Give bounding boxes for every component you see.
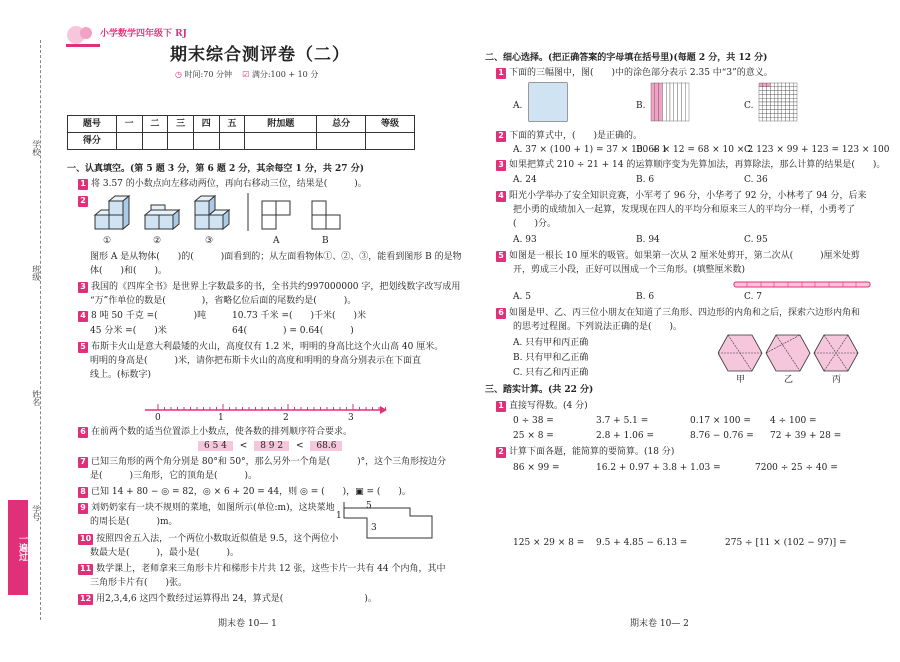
choice-question-1-text: 下面的三幅图中，图( )中的涂色部分表示 2.35 中“3”的意义。 — [509, 68, 773, 78]
grid-cell — [789, 94, 793, 98]
grid-cell — [786, 117, 790, 121]
grid-cell — [782, 113, 786, 117]
grid-figure-a — [528, 82, 568, 122]
grid-figure-b — [650, 82, 690, 122]
section-2-heading: 二、细心选择。(把正确答案的字母填在括号里)(每题 2 分，共 12 分) — [485, 53, 768, 63]
question-3: 3 我国的《四库全书》是世界上字数最多的书，全书共约997000000 字，把划线数字改写成用 — [78, 281, 460, 293]
calc-item: 86 × 99 = — [513, 463, 560, 473]
question-8: 8 已知 14 + 80 − ◎ = 82，◎ × 6 + 20 = 44，则 ◎ = ( )，▣ = ( )。 — [78, 486, 411, 498]
q4-option-c: C. 95 — [744, 235, 768, 245]
grid-cell — [759, 117, 763, 121]
question-9-text-1: 刘奶奶家有一块不规则的菜地，如图所示(单位:m)，这块菜地 — [91, 503, 335, 513]
grid-cell — [786, 83, 790, 87]
question-1-text: 将 3.57 的小数点向左移动两位，再向右移动三位，结果是( )。 — [91, 179, 367, 189]
sequence-box-2: 8 9 2 — [254, 441, 289, 451]
grid-cell — [789, 117, 793, 121]
grid-cell — [759, 91, 763, 95]
q6-option-c: C. 只有乙和丙正确 — [513, 368, 589, 378]
grid-cell — [681, 83, 685, 121]
grid-cell — [770, 106, 774, 110]
grid-cell — [774, 110, 778, 114]
grid-cell — [778, 117, 782, 121]
grid-cell — [789, 83, 793, 87]
q3-option-b: B. 6 — [636, 175, 655, 185]
score-cell[interactable] — [219, 133, 245, 150]
calc-item: 72 + 39 + 28 = — [770, 431, 842, 441]
grid-cell — [782, 87, 786, 91]
q2-option-a: A. 37 × (100 + 1) = 37 × 100 + 1 — [513, 145, 668, 155]
score-header: 附加题 — [245, 116, 317, 133]
dimension-label: 5 — [366, 501, 372, 511]
question-4-item: 10.73 千米 =( )千米( )米 — [232, 311, 367, 321]
score-cell[interactable] — [245, 133, 317, 150]
grid-figure-c — [758, 82, 798, 122]
score-header: 题号 — [68, 116, 117, 133]
exam-meta — [175, 70, 318, 81]
question-1: 1 将 3.57 的小数点向左移动两位，再向右移动三位，结果是( )。 — [78, 178, 367, 190]
grid-cell — [767, 117, 771, 121]
grid-cell — [793, 94, 797, 98]
grid-cell — [763, 113, 767, 117]
choice-question-5: 5 如图是一根长 10 厘米的吸管。如果第一次从 2 厘米处剪开，第二次从( )厘米处剪 — [496, 250, 860, 262]
time-text: 时间:70 分钟 — [184, 70, 232, 79]
grid-cell — [767, 83, 771, 87]
brand-logo-icon — [62, 22, 102, 52]
grid-cell — [655, 83, 659, 121]
calc-item: 0.17 × 100 = — [690, 416, 751, 426]
calc-question-1-text: 直接写得数。(4 分) — [509, 401, 588, 411]
option-a: A. — [513, 101, 523, 111]
score-table-row — [68, 133, 415, 150]
grid-cell — [759, 94, 763, 98]
binding-label-school: 学校 — [31, 140, 41, 156]
grid-cell — [782, 117, 786, 121]
clock-icon: ◷ — [175, 70, 182, 79]
grid-cell — [767, 98, 771, 102]
grid-cell — [782, 106, 786, 110]
q5-option-b: B. 6 — [636, 292, 655, 302]
question-2-number: 2 — [78, 195, 91, 207]
question-11: 11 数学课上，老师拿来三角形卡片和梯形卡片共 12 张，这些卡片一共有 44 个内角，其中 — [80, 564, 446, 574]
grid-cell — [778, 83, 782, 87]
question-6: 6 在前两个数的适当位置添上小数点，使各数的排列顺序符合要求。 — [78, 426, 352, 438]
grid-cell — [793, 110, 797, 114]
q4-option-b: B. 94 — [636, 235, 660, 245]
score-header: 等级 — [366, 116, 415, 133]
grid-cell — [759, 106, 763, 110]
calc-item: 8.76 − 0.76 = — [690, 431, 754, 441]
grid-cell — [678, 83, 682, 121]
grid-cell — [767, 94, 771, 98]
grid-cell — [767, 102, 771, 106]
grid-cell — [674, 83, 678, 121]
grid-cell — [793, 98, 797, 102]
grid-cell — [786, 102, 790, 106]
binding-line — [40, 40, 41, 620]
score-table-header — [68, 116, 415, 133]
grid-cell — [767, 110, 771, 114]
q5-option-a: A. 5 — [513, 292, 531, 302]
choice-question-6-text-2: 的思考过程图。下列说法正确的是( )。 — [513, 322, 683, 332]
grid-cell — [685, 83, 689, 121]
grid-cell — [774, 102, 778, 106]
question-12-text: 用2,3,4,6 这四个数经过运算得出 24，算式是( )。 — [96, 594, 377, 604]
question-10: 10 按照四舍五入法，一个两位小数取近似值是 9.5，这个两位小 — [80, 534, 339, 544]
grid-cell — [651, 83, 655, 121]
grid-cell — [770, 102, 774, 106]
grid-cell — [778, 94, 782, 98]
score-header: 一 — [116, 116, 142, 133]
grid-cell — [789, 113, 793, 117]
page-title: 期末综合测评卷（二） — [170, 45, 350, 65]
question-5-text-2: 明明的身高是( )米，请你把布斯卡火山的高度和明明的身高分别表示在下面直 — [90, 356, 422, 366]
grid-cell — [778, 91, 782, 95]
question-9-text-2: 的周长是( )m。 — [90, 517, 178, 527]
question-6-sequence — [198, 440, 342, 452]
q3-option-c: C. 36 — [744, 175, 768, 185]
grid-cell — [789, 98, 793, 102]
score-header: 四 — [193, 116, 219, 133]
question-8-text: 已知 14 + 80 − ◎ = 82，◎ × 6 + 20 = 44，则 ◎ = ( )，▣ = ( )。 — [91, 487, 411, 497]
q3-option-a: A. 24 — [513, 175, 537, 185]
question-11-text-2: 三角形卡片有( )张。 — [90, 578, 188, 588]
less-than-sign: < — [295, 441, 304, 451]
option-b: B. — [636, 101, 646, 111]
grid-cell — [782, 110, 786, 114]
grid-cell — [778, 98, 782, 102]
question-10-text-1: 按照四舍五入法，一个两位小数取近似值是 9.5，这个两位小 — [96, 534, 339, 544]
score-cell[interactable] — [168, 133, 194, 150]
q4-option-a: A. 93 — [513, 235, 537, 245]
grid-cell — [786, 91, 790, 95]
section-1-heading: 一、认真填空。(第 5 题 3 分，第 6 题 2 分，其余每空 1 分，共 27 分) — [67, 164, 364, 174]
choice-question-2-text: 下面的算式中，( )是正确的。 — [509, 131, 643, 141]
calc-item: 16.2 + 0.97 + 3.8 + 1.03 = — [596, 463, 721, 473]
grid-cell — [759, 102, 763, 106]
question-10-text-2: 数最大是( )，最小是( )。 — [90, 548, 240, 558]
grid-cell — [763, 110, 767, 114]
score-cell[interactable] — [366, 133, 415, 150]
side-logo: 一遍过 — [8, 500, 28, 595]
q5-option-c: C. 7 — [744, 292, 763, 302]
score-header: 二 — [142, 116, 168, 133]
grid-cell — [782, 83, 786, 87]
section-3-heading: 三、踏实计算。(共 22 分) — [485, 385, 594, 395]
binding-label-class: 班级 — [31, 265, 41, 281]
grid-cell — [759, 98, 763, 102]
calc-question-2: 2 计算下面各题，能简算的要简算。(18 分) — [496, 446, 674, 458]
question-2-text-1: 图形 A 是从物体( )的( )面看到的；从左面看物体①、②、③，能看到图形 B 的是物 — [90, 252, 462, 262]
grid-cell — [770, 91, 774, 95]
less-than-sign: < — [239, 441, 248, 451]
q2-option-c: C. 123 × 99 + 123 = 123 × 100 — [744, 145, 890, 155]
choice-question-3-text: 如果把算式 210 ÷ 21 + 14 的运算顺序变为先算加法，再算除法，那么计算的结果是( )。 — [509, 160, 886, 170]
figure-label-3: ③ — [205, 236, 214, 246]
grid-cell — [770, 113, 774, 117]
figure-label-b: B — [322, 236, 329, 246]
checkbox-icon: ☑ — [242, 70, 250, 79]
grid-cell — [659, 83, 663, 121]
brand-text: 小学数学四年级下 RJ — [100, 29, 187, 39]
question-4: 4 8 吨 50 千克 =( )吨 — [78, 310, 206, 322]
option-c: C. — [744, 101, 754, 111]
question-3-text-2: “万”作单位的数是( )，省略亿位后面的尾数约是( )。 — [90, 296, 357, 306]
cube-figures — [90, 193, 410, 248]
choice-question-5-text-2: 开，剪成三小段，正好可以围成一个三角形。(填整厘米数) — [513, 265, 746, 275]
grid-cell — [670, 83, 674, 121]
grid-cell — [774, 83, 778, 87]
grid-cell — [763, 94, 767, 98]
grid-cell — [759, 87, 763, 91]
grid-cell — [774, 98, 778, 102]
calc-item: 25 × 8 = — [513, 431, 554, 441]
grid-cell — [774, 106, 778, 110]
grid-cell — [782, 94, 786, 98]
calc-item: 2.8 + 1.06 = — [596, 431, 655, 441]
question-6-text: 在前两个数的适当位置添上小数点，使各数的排列顺序符合要求。 — [91, 427, 353, 437]
grid-cell — [793, 102, 797, 106]
grid-cell — [782, 98, 786, 102]
grid-cell — [774, 113, 778, 117]
grid-cell — [759, 113, 763, 117]
score-table — [67, 115, 415, 150]
question-3-text-1: 我国的《四库全书》是世界上字数最多的书，全书共约997000000 字，把划线数字改写成用 — [91, 282, 461, 292]
choice-question-1: 1 下面的三幅图中，图( )中的涂色部分表示 2.35 中“3”的意义。 — [496, 67, 773, 79]
binding-label-name: 姓名 — [31, 390, 41, 406]
grid-cell — [770, 94, 774, 98]
q2-option-b: B. 68 × 12 = 68 × 10 × 2 — [636, 145, 753, 155]
grid-cell — [778, 106, 782, 110]
grid-cell — [778, 102, 782, 106]
grid-cell — [789, 102, 793, 106]
grid-cell — [759, 110, 763, 114]
q6-option-a: A. 只有甲和丙正确 — [513, 338, 589, 348]
grid-cell — [793, 91, 797, 95]
grid-cell — [793, 117, 797, 121]
choice-question-3: 3 如果把算式 210 ÷ 21 + 14 的运算顺序变为先算加法，再算除法，那么计算的结果是( )。 — [496, 159, 885, 171]
grid-cell — [793, 113, 797, 117]
grid-cell — [774, 117, 778, 121]
binding-label-number: 学号 — [31, 505, 41, 521]
grid-cell — [770, 83, 774, 87]
grid-cell — [767, 106, 771, 110]
grid-cell — [793, 83, 797, 87]
choice-question-4-text-3: ( )分。 — [513, 219, 557, 229]
grid-cell — [770, 110, 774, 114]
dimension-label: 3 — [371, 523, 377, 533]
grid-cell — [763, 106, 767, 110]
grid-cell — [782, 91, 786, 95]
score-cell[interactable] — [193, 133, 219, 150]
grid-cell — [789, 87, 793, 91]
figure-label-1: ① — [103, 236, 112, 246]
figure-label-a: A — [273, 236, 280, 246]
score-header: 总分 — [317, 116, 366, 133]
grid-cell — [662, 83, 666, 121]
choice-question-4-text-2: 把小勇的成绩加入一起算，发现现在四人的平均分和原来三人的平均分一样，小勇考了 — [513, 205, 856, 215]
grid-cell — [778, 113, 782, 117]
question-5: 5 布斯卡火山是意大利最矮的火山，高度仅有 1.2 米，明明的身高比这个火山高 40 厘米。 — [78, 341, 443, 353]
right-page — [450, 0, 900, 662]
grid-cell — [763, 91, 767, 95]
hexagon-label-bing: 丙 — [832, 375, 842, 385]
grid-cell — [759, 83, 763, 87]
straw-figure — [733, 281, 873, 289]
question-5-text-1: 布斯卡火山是意大利最矮的火山，高度仅有 1.2 米，明明的身高比这个火山高 40 厘米。 — [91, 342, 444, 352]
calc-item: 4 ÷ 100 = — [770, 416, 817, 426]
calc-item: 275 ÷ [11 × (102 − 97)] = — [725, 538, 847, 548]
q6-option-b: B. 只有甲和乙正确 — [513, 353, 589, 363]
number-line-label-1: 1 — [218, 413, 224, 423]
hexagon-label-jia: 甲 — [736, 375, 746, 385]
score-row-label: 得分 — [68, 133, 117, 150]
grid-cell — [774, 94, 778, 98]
question-4-item: 45 分米 =( )米 — [90, 326, 167, 336]
question-7: 7 已知三角形的两个角分别是 80°和 50°，那么另外一个角是( )°，这个三角形按边分 — [78, 456, 446, 468]
page-footer-left: 期末卷 10— 1 — [218, 619, 277, 629]
grid-cell — [782, 102, 786, 106]
grid-cell — [789, 91, 793, 95]
score-cell[interactable] — [317, 133, 366, 150]
garden-plot-figure — [342, 498, 437, 543]
score-cell[interactable] — [142, 133, 168, 150]
hexagon-figures — [718, 333, 868, 373]
grid-cell — [786, 110, 790, 114]
sequence-box-3: 68.6 — [310, 441, 342, 451]
hexagon-label-yi: 乙 — [784, 375, 794, 385]
grid-cell — [770, 87, 774, 91]
calc-item: 125 × 29 × 8 = — [513, 538, 585, 548]
calc-item: 3.7 + 5.1 = — [596, 416, 649, 426]
dimension-label: 1 — [336, 511, 342, 521]
number-line-label-2: 2 — [283, 413, 289, 423]
question-2-text-2: 体( )和( )。 — [90, 266, 168, 276]
sequence-box-1: 6 5 4 — [198, 441, 233, 451]
grid-cell — [786, 106, 790, 110]
grid-cell — [666, 83, 670, 121]
grid-cell — [763, 98, 767, 102]
choice-question-6: 6 如图是甲、乙、丙三位小朋友在知道了三角形、四边形的内角和之后，探索六边形内角和 — [496, 307, 860, 319]
grid-cell — [767, 113, 771, 117]
question-11-text-1: 数学课上，老师拿来三角形卡片和梯形卡片共 12 张，这些卡片一共有 44 个内角，其中 — [96, 564, 446, 574]
binding-margin — [0, 0, 55, 662]
figure-label-2: ② — [153, 236, 162, 246]
full-score-text: 满分:100 + 10 分 — [251, 70, 319, 79]
grid-cell — [767, 87, 771, 91]
calc-item: 7200 ÷ 25 ÷ 40 = — [755, 463, 838, 473]
grid-cell — [767, 91, 771, 95]
grid-cell — [786, 87, 790, 91]
question-9: 9 刘奶奶家有一块不规则的菜地，如图所示(单位:m)，这块菜地 — [78, 502, 335, 514]
number-line-label-0: 0 — [155, 413, 161, 423]
score-cell[interactable] — [116, 133, 142, 150]
choice-question-6-text-1: 如图是甲、乙、丙三位小朋友在知道了三角形、四边形的内角和之后，探索六边形内角和 — [509, 308, 861, 318]
grid-cell — [763, 87, 767, 91]
grid-cell — [774, 91, 778, 95]
question-7-text-1: 已知三角形的两个角分别是 80°和 50°，那么另外一个角是( )°，这个三角形按边分 — [91, 457, 447, 467]
grid-cell — [763, 117, 767, 121]
grid-cell — [763, 83, 767, 87]
grid-cell — [770, 98, 774, 102]
calc-item: 9.5 + 4.85 − 6.13 = — [596, 538, 688, 548]
grid-cell — [789, 110, 793, 114]
question-4-item: 8 吨 50 千克 =( )吨 — [91, 311, 207, 321]
grid-cell — [763, 102, 767, 106]
score-header: 五 — [219, 116, 245, 133]
grid-cell — [770, 117, 774, 121]
grid-cell — [793, 106, 797, 110]
number-line-label-3: 3 — [348, 413, 354, 423]
grid-cell — [793, 87, 797, 91]
question-12: 12 用2,3,4,6 这四个数经过运算得出 24，算式是( )。 — [80, 594, 377, 604]
grid-cell — [786, 98, 790, 102]
choice-question-4-text-1: 阳光小学举办了安全知识竞赛，小军考了 96 分，小华考了 92 分，小林考了 94 分，后来 — [509, 191, 867, 201]
score-header: 三 — [168, 116, 194, 133]
page-footer-right: 期末卷 10— 2 — [630, 619, 689, 629]
calc-item: 0 ÷ 38 = — [513, 416, 554, 426]
grid-cell — [789, 106, 793, 110]
choice-question-5-text-1: 如图是一根长 10 厘米的吸管。如果第一次从 2 厘米处剪开，第二次从( )厘米处剪 — [509, 251, 860, 261]
choice-question-2: 2 下面的算式中，( )是正确的。 — [496, 130, 642, 142]
grid-cell — [778, 110, 782, 114]
calc-question-2-text: 计算下面各题，能简算的要简算。(18 分) — [509, 447, 675, 457]
calc-question-1: 1 直接写得数。(4 分) — [496, 400, 588, 412]
grid-cell — [778, 87, 782, 91]
grid-cell — [774, 87, 778, 91]
choice-question-4: 4 阳光小学举办了安全知识竞赛，小军考了 96 分，小华考了 92 分，小林考了 94 分，后来 — [496, 190, 867, 202]
question-5-text-3: 线上。(标数字) — [90, 370, 152, 380]
grid-cell — [786, 113, 790, 117]
grid-cell — [786, 94, 790, 98]
question-7-text-2: 是( )三角形，它的顶角是( )。 — [90, 471, 258, 481]
question-4-item: 64( ) = 0.64( ) — [232, 326, 354, 336]
